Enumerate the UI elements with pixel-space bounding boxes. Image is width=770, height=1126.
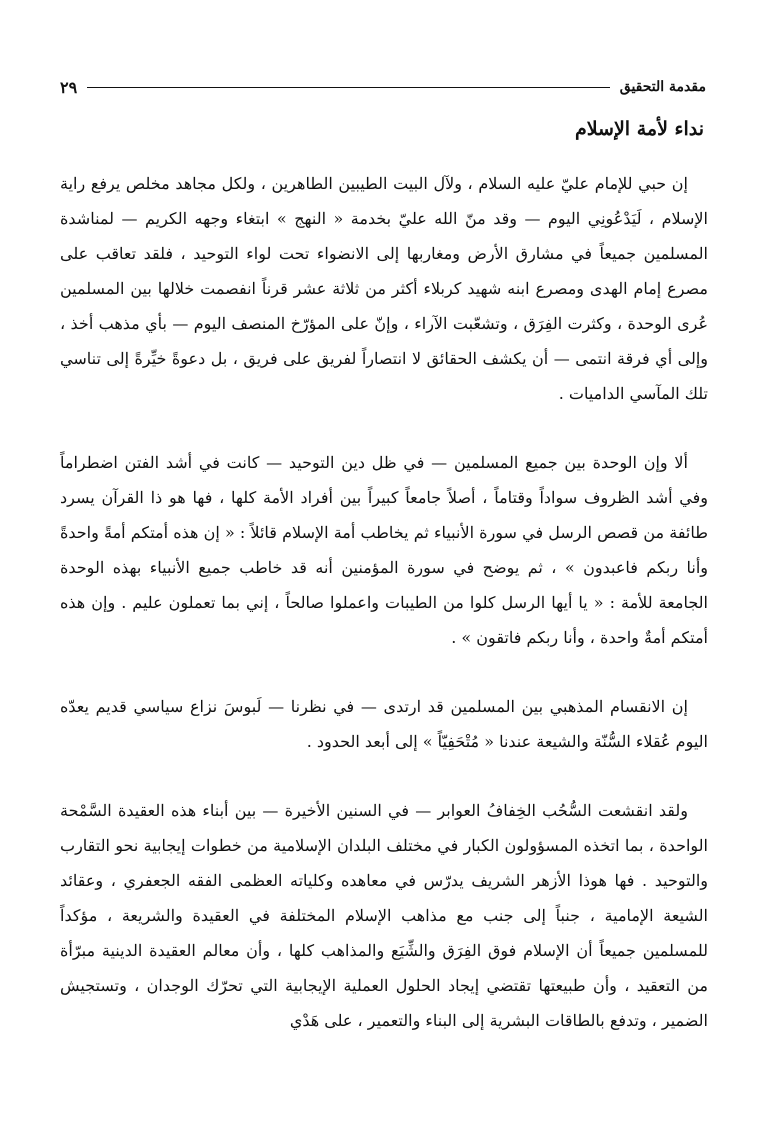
running-title: مقدمة التحقيق xyxy=(619,79,706,95)
paragraph: ولقد انقشعت السُّحُب الخِفافُ العوابر — في السنين الأخيرة — بين أبناء هذه العقيدة السَّمْحة الواحدة ، بما اتخذه المسؤولون الكبار في مختلف البلدان الإسلامية من خطوات إيجابية نحو التقارب والتوحيد . فها هوذا الأزهر الشريف يدرّس في معاهده وكلياته العظمى الفقه الجعفري ، وعقائد الشيعة الإمامية ، جنباً إلى جنب مع مذاهب الإسلام المختلفة في العقيدة والشريعة ، مؤكداً للمسلمين جميعاً أن الإسلام فوق الفِرَق والشِّيَع والمذاهب كلها ، وأن معالم العقيدة الدينية مبرّأة من التعقيد ، وأن طبيعتها تقتضي إيجاد الحلول العملية الإيجابية التي تحرّك الوجدان ، وتستجيش الضمير ، وتدفع بالطاقات البشرية إلى البناء والتعمير ، على هَدْي xyxy=(60,801,708,1030)
paragraph: إن حبي للإمام عليّ عليه السلام ، ولآل البيت الطيبين الطاهرين ، ولكل مجاهد مخلص يرفع راية الإسلام ، لَيَدْعُونِي اليوم — وقد منّ الله عليّ بخدمة « النهج » ابتغاء وجهه الكريم — لمناشدة المسلمين جميعاً في مشارق الأرض ومغاربها إلى الانضواء تحت لواء التوحيد ، فلقد تعاقب على مصرع إمام الهدى ومصرع ابنه شهيد كربلاء أكثر من ثلاثة عشر قرناً انفصمت خلالها بين المسلمين عُرى الوحدة ، وكثرت الفِرَق ، وتشعّبت الآراء ، وإنّ على المؤرّخ المنصف اليوم — بأي مذهب أخذ ، وإلى أي فرقة انتمى — أن يكشف الحقائق لا انتصاراً لفريق على فريق ، بل دعوةً خيِّرةً إلى تناسي تلك المآسي الداميات . xyxy=(60,174,708,403)
running-header xyxy=(60,72,706,102)
body-text xyxy=(60,166,708,1038)
page-number: ٢٩ xyxy=(60,77,78,97)
paragraph: ألا وإن الوحدة بين جميع المسلمين — في ظل دين التوحيد — كانت في أشد الفتن اضطراماً وفي أشد الظروف سواداً وقتاماً ، أصلاً جامعاً كبيراً بين أفراد الأمة كلها ، فها هو ذا القرآن يسرد طائفة من قصص الرسل في سورة الأنبياء ثم يخاطب أمة الإسلام قائلاً : « إن هذه أمتكم أمةً واحدةً وأنا ربكم فاعبدون » ، ثم يوضح في سورة المؤمنين أنه قد خاطب جميع الأنبياء بهذه الوحدة الجامعة للأمة : « يا أيها الرسل كلوا من الطيبات واعملوا صالحاً ، إني بما تعملون عليم . وإن هذه أمتكم أمةٌ واحدة ، وأنا ربكم فاتقون » . xyxy=(60,453,708,647)
header-rule xyxy=(87,87,610,88)
paragraph: إن الانقسام المذهبي بين المسلمين قد ارتدى — في نظرنا — لَبوسَ نزاع سياسي قديم يعدّه اليوم عُقلاء السُّنّة والشيعة عندنا « مُتْحَفِيّاً » إلى أبعد الحدود . xyxy=(60,697,708,751)
section-heading: نداء لأمة الإسلام xyxy=(574,118,704,140)
